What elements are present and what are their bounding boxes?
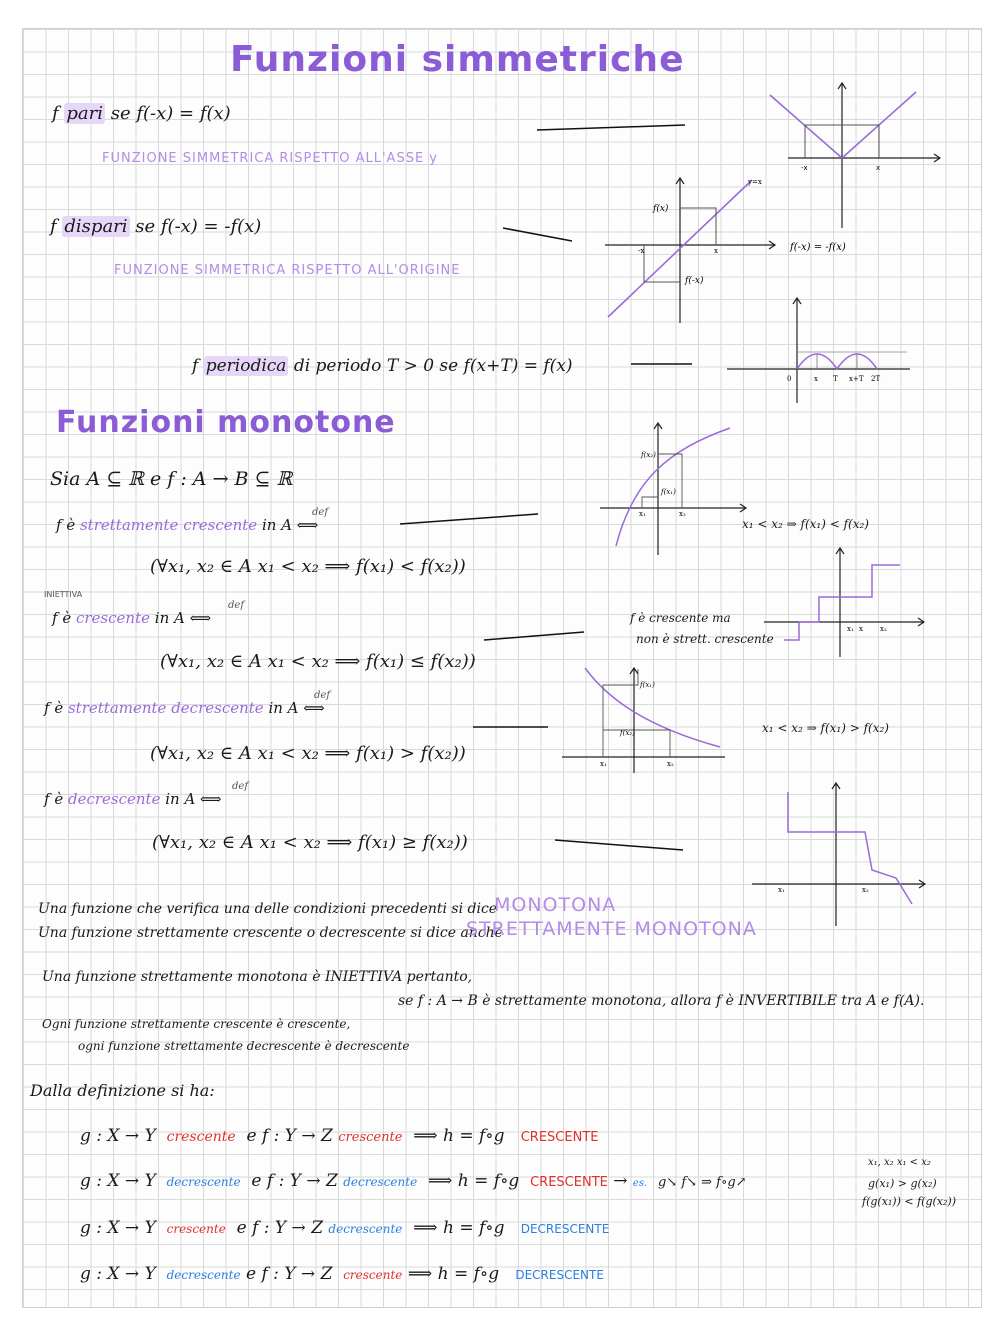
label-dec2-x2: x₂ (862, 886, 869, 894)
label-step-x1: x₁ (847, 625, 854, 633)
side-note-2: g(x₁) > g(x₂) (868, 1177, 937, 1190)
arrow-d2 (484, 632, 584, 640)
arrow-d1 (400, 514, 538, 524)
def-mark-4: def (232, 781, 249, 792)
def-mark-3: def (314, 690, 331, 701)
label-x: x (876, 164, 881, 172)
def-periodica: f periodica di periodo T > 0 se f(x+T) = f(x) (192, 356, 573, 376)
graph-crescente (762, 545, 927, 660)
graph-decrescente (750, 780, 930, 928)
body-strett-decrescente: (∀x₁, x₂ ∈ A x₁ < x₂ ⟹ f(x₁) > f(x₂)) (150, 743, 466, 764)
label-fmx: f(-x) (685, 276, 704, 286)
label-x1: x₁ (639, 510, 646, 518)
label-step-x: x (859, 625, 863, 633)
note-strett-crescente: x₁ < x₂ ⇒ f(x₁) < f(x₂) (742, 517, 869, 531)
def-mark-2: def (228, 600, 245, 611)
comp-row-1: g : X → Y crescente e f : Y → Z crescente ⟹ h = f∘g CRESCENTE (80, 1126, 599, 1146)
tick-2T: 2T (871, 375, 881, 383)
label-dec-fx1: f(x₁) (640, 681, 655, 689)
label-bisector: y=x (748, 178, 762, 186)
desc-dispari: FUNZIONE SIMMETRICA RISPETTO ALL'ORIGINE (114, 263, 461, 278)
label-iniettiva: INIETTIVA (44, 590, 83, 599)
comp-intro: Dalla definizione si ha: (30, 1081, 215, 1100)
summary-line-1: Una funzione che verifica una delle condizioni precedenti si dice (38, 901, 498, 917)
label-x2b: x₂ (679, 510, 686, 518)
summary-line-5: Ogni funzione strettamente crescente è crescente, (42, 1017, 351, 1031)
title-monotone: Funzioni monotone (56, 405, 396, 440)
side-note-3: f(g(x₁)) < f(g(x₂)) (862, 1195, 956, 1208)
summary-line-3: Una funzione strettamente monotona è INIETTIVA pertanto, (42, 969, 473, 985)
side-note-1: x₁, x₂ x₁ < x₂ (868, 1157, 931, 1168)
summary-line-4: se f : A → B è strettamente monotona, allora f è INVERTIBILE tra A e f(A). (398, 993, 925, 1009)
note-crescente-1: f è crescente ma (630, 611, 731, 625)
label-dec-fx2: f(x₂) (620, 729, 635, 737)
body-decrescente: (∀x₁, x₂ ∈ A x₁ < x₂ ⟹ f(x₁) ≥ f(x₂)) (152, 832, 468, 853)
def-crescente: f è crescente in A ⟺ (52, 609, 212, 627)
tick-T: T (833, 375, 838, 383)
label-fx: f(x) (653, 204, 669, 214)
label-dec-x1: x₁ (600, 760, 607, 768)
label-minus-x: -x (801, 164, 808, 172)
comp-row-4: g : X → Y decrescente e f : Y → Z crescente ⟹ h = f∘g DECRESCENTE (80, 1264, 604, 1284)
graph-strett-decrescente (560, 665, 730, 775)
def-strett-decrescente: f è strettamente decrescente in A ⟺ (44, 699, 325, 717)
def-pari: f pari se f(-x) = f(x) (52, 103, 231, 124)
title-simmetriche: Funzioni simmetriche (230, 39, 685, 80)
arrow-pari (537, 125, 685, 130)
def-mark-1: def (312, 507, 329, 518)
tick-xT: x+T (849, 375, 864, 383)
label-dec-x2: x₂ (667, 760, 674, 768)
note-strett-decrescente: x₁ < x₂ ⇒ f(x₁) > f(x₂) (762, 721, 889, 735)
body-strett-crescente: (∀x₁, x₂ ∈ A x₁ < x₂ ⟹ f(x₁) < f(x₂)) (150, 556, 466, 577)
graph-strett-crescente (598, 420, 748, 560)
note-crescente-2: non è strett. crescente (636, 632, 774, 646)
label-x2: x (714, 247, 718, 255)
label-odd-relation: f(-x) = -f(x) (790, 242, 846, 253)
arrow-d4 (555, 840, 683, 850)
def-decrescente: f è decrescente in A ⟺ (44, 790, 222, 808)
label-monotona: MONOTONA (494, 894, 617, 916)
tick-0: 0 (787, 375, 792, 383)
label-fx1: f(x₁) (661, 488, 676, 496)
arrow-dispari (503, 228, 572, 241)
label-dec2-x1: x₁ (778, 886, 785, 894)
comp-row-2: g : X → Y decrescente e f : Y → Z decrescente ⟹ h = f∘g CRESCENTE → es. g↘ f↘ ⇒ f∘g↗ (80, 1171, 747, 1191)
def-dispari: f dispari se f(-x) = -f(x) (50, 216, 262, 237)
body-crescente: (∀x₁, x₂ ∈ A x₁ < x₂ ⟹ f(x₁) ≤ f(x₂)) (160, 651, 476, 672)
label-step-x2: x₂ (880, 625, 887, 633)
tick-x: x (814, 375, 818, 383)
sia-statement: Sia A ⊆ ℝ e f : A → B ⊆ ℝ (50, 468, 293, 490)
comp-row-3: g : X → Y crescente e f : Y → Z decrescente ⟹ h = f∘g DECRESCENTE (80, 1218, 610, 1238)
summary-line-2: Una funzione strettamente crescente o decrescente si dice anche (38, 925, 503, 941)
graph-periodica (725, 295, 915, 405)
def-strett-crescente: f è strettamente crescente in A ⟺ (56, 516, 319, 534)
label-fx2: f(x₂) (641, 451, 656, 459)
summary-line-6: ogni funzione strettamente decrescente è decrescente (78, 1039, 410, 1053)
desc-pari: FUNZIONE SIMMETRICA RISPETTO ALL'ASSE y (102, 151, 438, 166)
label-strettamente-monotona: STRETTAMENTE MONOTONA (466, 918, 757, 940)
label-mx: -x (638, 247, 645, 255)
